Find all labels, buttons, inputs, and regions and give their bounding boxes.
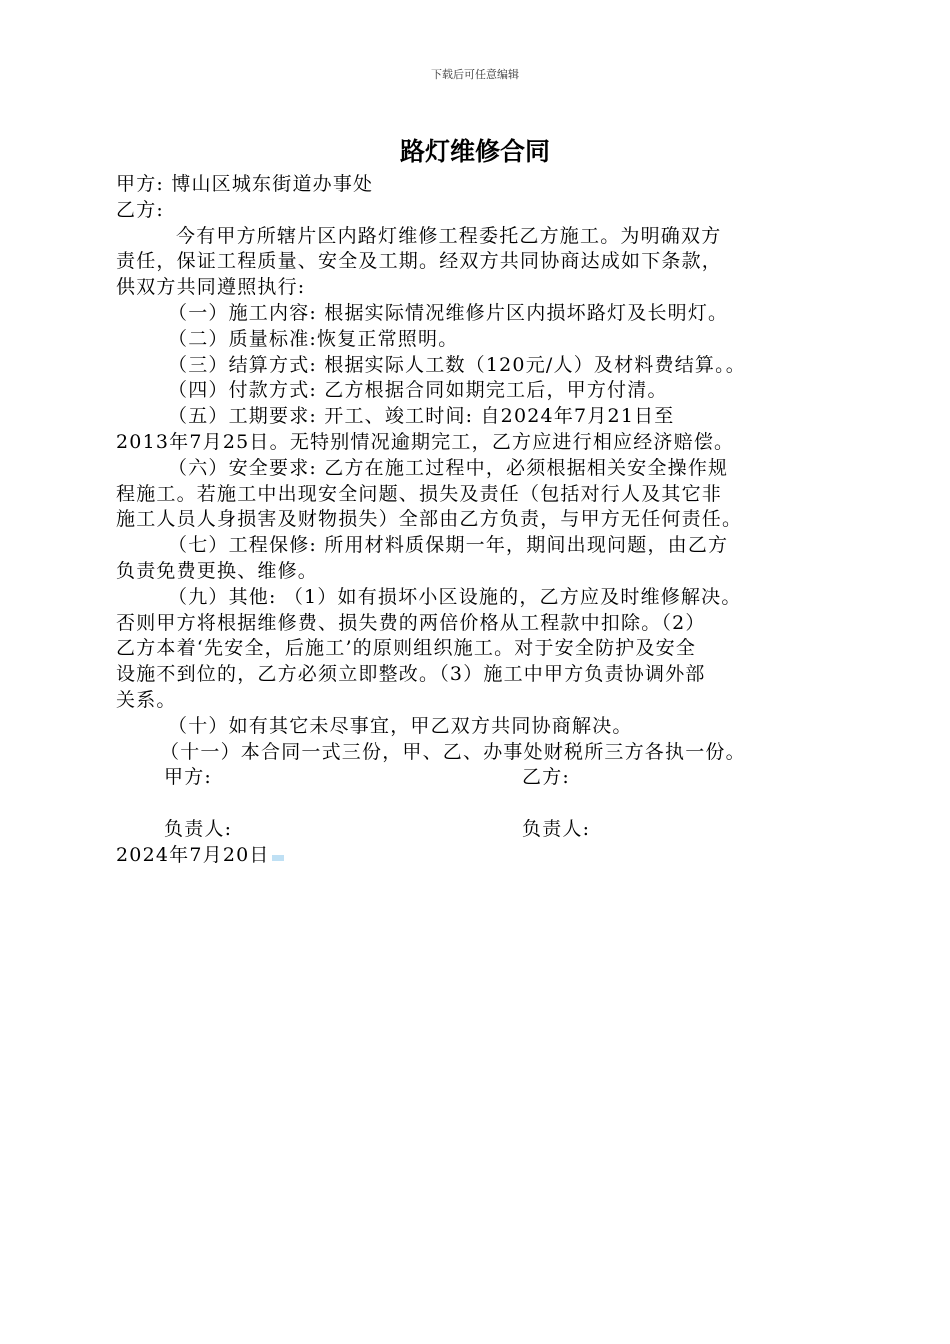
- party-b-signature-label: 乙方:: [522, 766, 571, 789]
- person-a-signature-label: 负责人:: [164, 817, 233, 840]
- clause-line: （七）工程保修: 所用材料质保期一年，期间出现问题，由乙方: [168, 534, 729, 557]
- signing-date: 2024年7月20日: [116, 843, 270, 866]
- clause-line: （二）质量标准:恢复正常照明。: [168, 327, 459, 350]
- clause-line: （一）施工内容: 根据实际情况维修片区内损坏路灯及长明灯。: [168, 301, 729, 324]
- date-line: [116, 843, 856, 869]
- clause-line: 2013年7月25日。无特别情况逾期完工，乙方应进行相应经济赔偿。: [116, 430, 735, 453]
- document-title: 路灯维修合同: [399, 137, 550, 166]
- signature-persons-row: [116, 817, 856, 843]
- clause-line: 关系。: [116, 688, 177, 711]
- clause-line: 否则甲方将根据维修费、损失费的两倍价格从工程款中扣除。（2）: [116, 611, 706, 634]
- contract-body: [116, 172, 856, 869]
- clause-line: （四）付款方式: 乙方根据合同如期完工后，甲方付清。: [168, 379, 668, 402]
- blank-line: [116, 791, 856, 817]
- clause-line: 乙方本着‘先安全，后施工’的原则组织施工。对于安全防护及安全: [116, 637, 697, 660]
- clause-line: 程施工。若施工中出现安全问题、损失及责任（包括对行人及其它非: [116, 482, 723, 505]
- clause-line: （十一）本合同一式三份，甲、乙、办事处财税所三方各执一份。: [160, 740, 746, 763]
- header-note: 下载后可任意编辑: [431, 68, 519, 81]
- clause-line: 设施不到位的，乙方必须立即整改。（3）施工中甲方负责协调外部: [116, 663, 706, 686]
- signature-parties-row: [116, 765, 856, 791]
- clause-line: （三）结算方式: 根据实际人工数（120元/人）及材料费结算。。: [168, 353, 747, 376]
- clause-line: 负责免费更换、维修。: [116, 559, 319, 582]
- clause-line: （十）如有其它未尽事宜，甲乙双方共同协商解决。: [168, 714, 633, 737]
- text-cursor-marker: [272, 855, 284, 861]
- party-b-line: 乙方:: [116, 198, 165, 221]
- paragraph-line: 今有甲方所辖片区内路灯维修工程委托乙方施工。为明确双方: [176, 224, 722, 247]
- party-a-line: 甲方: 博山区城东街道办事处: [116, 173, 374, 195]
- clause-line: （九）其他: （1）如有损坏小区设施的，乙方应及时维修解决。: [168, 585, 742, 608]
- paragraph-line: 供双方共同遵照执行:: [116, 276, 306, 299]
- clause-line: （六）安全要求: 乙方在施工过程中，必须根据相关安全操作规: [168, 456, 729, 479]
- paragraph-line: 责任，保证工程质量、安全及工期。经双方共同协商达成如下条款，: [116, 250, 723, 273]
- party-a-signature-label: 甲方:: [164, 766, 213, 789]
- person-b-signature-label: 负责人:: [522, 817, 591, 840]
- clause-line: 施工人员人身损害及财物损失）全部由乙方负责，与甲方无任何责任。: [116, 508, 743, 531]
- clause-line: （五）工期要求: 开工、竣工时间: 自2024年7月21日至: [168, 405, 675, 428]
